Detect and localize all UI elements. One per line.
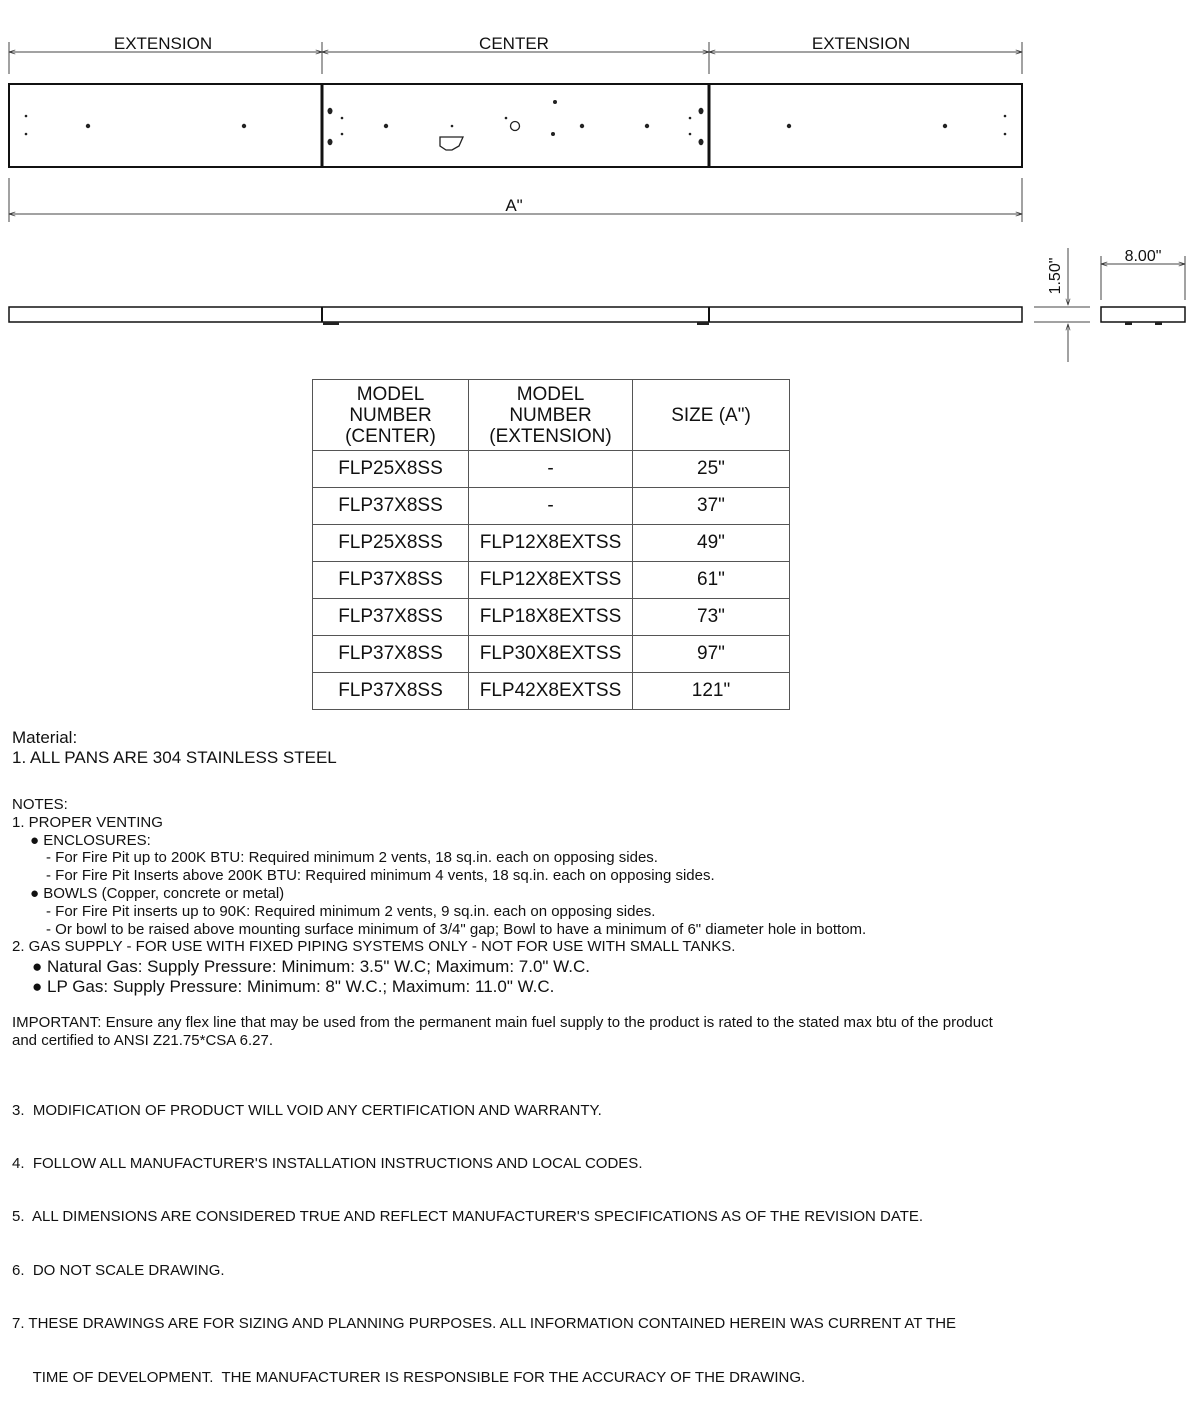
- gas-item-natural: ● Natural Gas: Supply Pressure: Minimum: 3.5" W.C; Maximum: 7.0" W.C.: [32, 957, 590, 976]
- note-item: 3. MODIFICATION OF PRODUCT WILL VOID ANY CERTIFICATION AND WARRANTY.: [12, 1101, 602, 1119]
- cell-size: 73": [633, 599, 790, 636]
- header-model-extension: MODEL NUMBER (EXTENSION): [469, 380, 633, 451]
- label-overall-length: A": [505, 196, 523, 215]
- cell-extension-model: FLP18X8EXTSS: [469, 599, 633, 636]
- table-row: [313, 525, 790, 562]
- label-right-extension: EXTENSION: [811, 34, 911, 53]
- note-item: 7. THESE DRAWINGS ARE FOR SIZING AND PLANNING PURPOSES. ALL INFORMATION CONTAINED HEREIN WAS CURRENT AT THE: [12, 1315, 957, 1333]
- cell-center-model: FLP37X8SS: [313, 562, 469, 599]
- label-height: 1.50": [1047, 257, 1064, 295]
- material-heading: Material:: [12, 728, 78, 747]
- gas-item-lp: ● LP Gas: Supply Pressure: Minimum: 8" W.C.; Maximum: 11.0" W.C.: [32, 977, 555, 996]
- cell-size: 25": [633, 451, 790, 488]
- cell-center-model: FLP37X8SS: [313, 673, 469, 710]
- bowls-label: ● BOWLS (Copper, concrete or metal): [30, 884, 285, 902]
- cell-size: 49": [633, 525, 790, 562]
- table-row: [313, 599, 790, 636]
- cell-extension-model: FLP30X8EXTSS: [469, 636, 633, 673]
- cell-size: 97": [633, 636, 790, 673]
- bowl-item: - Or bowl to be raised above mounting surface minimum of 3/4" gap; Bowl to have a minimum of 6" diameter hole in bottom.: [46, 920, 867, 938]
- cell-extension-model: FLP42X8EXTSS: [469, 673, 633, 710]
- table-row: [313, 562, 790, 599]
- important-line: and certified to ANSI Z21.75*CSA 6.27.: [12, 1031, 273, 1049]
- gas-pressure-list: [12, 957, 590, 997]
- cell-center-model: FLP37X8SS: [313, 488, 469, 525]
- notes-heading: NOTES:: [12, 796, 68, 813]
- enclosure-item: - For Fire Pit up to 200K BTU: Required minimum 2 vents, 18 sq.in. each on opposing sides.: [46, 849, 658, 867]
- enclosures-label: ● ENCLOSURES:: [30, 831, 151, 849]
- bowl-item: - For Fire Pit inserts up to 90K: Required minimum 2 vents, 9 sq.in. each on opposing sides.: [46, 902, 656, 920]
- label-left-extension: EXTENSION: [113, 34, 213, 53]
- notes-section: [12, 796, 866, 956]
- cell-extension-model: -: [469, 451, 633, 488]
- label-center: CENTER: [479, 34, 549, 53]
- cell-center-model: FLP25X8SS: [313, 525, 469, 562]
- note-venting-title: 1. PROPER VENTING: [12, 813, 163, 831]
- cell-center-model: FLP25X8SS: [313, 451, 469, 488]
- cell-extension-model: -: [469, 488, 633, 525]
- note-gas-title: 2. GAS SUPPLY - FOR USE WITH FIXED PIPING SYSTEMS ONLY - NOT FOR USE WITH SMALL TANKS.: [12, 938, 736, 956]
- important-line: IMPORTANT: Ensure any flex line that may be used from the permanent main fuel supply to the product is rated to the stated max btu of the product: [12, 1014, 993, 1031]
- cell-size: 37": [633, 488, 790, 525]
- note-item: 6. DO NOT SCALE DRAWING.: [12, 1261, 225, 1279]
- cell-extension-model: FLP12X8EXTSS: [469, 525, 633, 562]
- note-item: TIME OF DEVELOPMENT. THE MANUFACTURER IS RESPONSIBLE FOR THE ACCURACY OF THE DRAWING.: [12, 1368, 806, 1386]
- pan-plan-view: [9, 84, 1022, 167]
- technical-drawing: [0, 0, 1200, 370]
- enclosure-item: - For Fire Pit Inserts above 200K BTU: Required minimum 4 vents, 18 sq.in. each on opposing sides.: [46, 867, 715, 885]
- label-width: 8.00": [1124, 248, 1162, 265]
- table-row: [313, 636, 790, 673]
- header-size: SIZE (A"): [633, 380, 790, 451]
- cell-center-model: FLP37X8SS: [313, 636, 469, 673]
- mounting-holes: [25, 100, 1007, 145]
- model-size-table: [312, 379, 790, 710]
- cell-extension-model: FLP12X8EXTSS: [469, 562, 633, 599]
- cell-center-model: FLP37X8SS: [313, 599, 469, 636]
- table-row: [313, 673, 790, 710]
- table-header-row: [313, 380, 790, 451]
- material-section: [12, 728, 337, 768]
- pan-end-view: [1101, 307, 1185, 325]
- note-item: 5. ALL DIMENSIONS ARE CONSIDERED TRUE AND REFLECT MANUFACTURER'S SPECIFICATIONS AS OF THE REVISION DATE.: [12, 1208, 924, 1226]
- header-model-center: MODEL NUMBER (CENTER): [313, 380, 469, 451]
- note-item: 4. FOLLOW ALL MANUFACTURER'S INSTALLATION INSTRUCTIONS AND LOCAL CODES.: [12, 1154, 643, 1172]
- material-item: 1. ALL PANS ARE 304 STAINLESS STEEL: [12, 748, 337, 767]
- cell-size: 121": [633, 673, 790, 710]
- pan-side-view: [9, 307, 1022, 325]
- numbered-notes: [12, 1066, 956, 1404]
- table-row: [313, 488, 790, 525]
- important-note: [12, 1014, 993, 1050]
- table-row: [313, 451, 790, 488]
- cell-size: 61": [633, 562, 790, 599]
